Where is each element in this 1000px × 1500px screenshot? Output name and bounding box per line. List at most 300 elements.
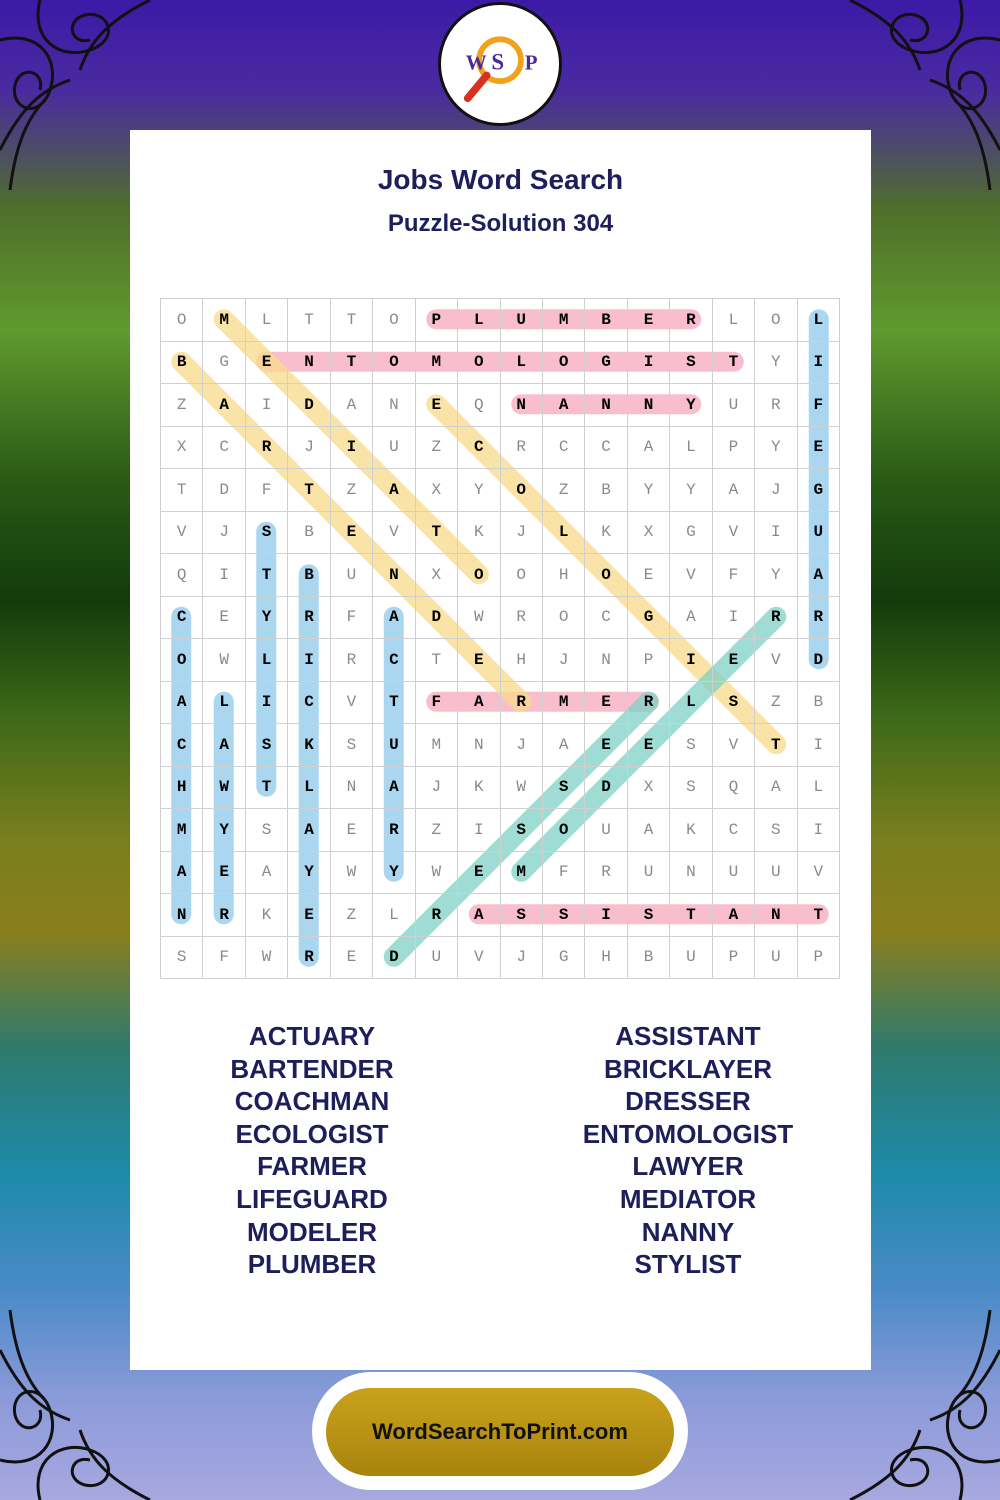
grid-cell[interactable]: E [245, 341, 287, 384]
grid-cell[interactable]: T [797, 894, 839, 937]
grid-cell[interactable]: L [670, 426, 712, 469]
grid-cell[interactable]: L [245, 299, 287, 342]
grid-cell[interactable]: O [458, 554, 500, 597]
grid-cell[interactable]: K [288, 724, 330, 767]
grid-cell[interactable]: E [627, 554, 669, 597]
grid-cell[interactable]: R [670, 299, 712, 342]
grid-cell[interactable]: B [585, 469, 627, 512]
grid-cell[interactable]: F [712, 554, 754, 597]
grid-cell[interactable]: R [288, 936, 330, 979]
grid-cell[interactable]: L [373, 894, 415, 937]
grid-cell[interactable]: N [585, 384, 627, 427]
grid-cell[interactable]: X [415, 554, 457, 597]
grid-cell[interactable]: U [712, 851, 754, 894]
grid-cell[interactable]: P [627, 639, 669, 682]
grid-cell[interactable]: S [245, 511, 287, 554]
grid-cell[interactable]: X [627, 766, 669, 809]
grid-cell[interactable]: J [542, 639, 584, 682]
grid-cell[interactable]: S [542, 894, 584, 937]
grid-cell[interactable]: W [203, 639, 245, 682]
grid-cell[interactable]: Z [330, 894, 372, 937]
grid-row [161, 809, 840, 852]
grid-cell[interactable]: A [458, 894, 500, 937]
grid-cell[interactable]: N [458, 724, 500, 767]
page-title: Jobs Word Search [377, 164, 624, 195]
grid-cell[interactable]: R [500, 681, 542, 724]
grid-cell[interactable]: R [627, 681, 669, 724]
grid-cell[interactable]: A [288, 809, 330, 852]
grid-cell[interactable]: A [161, 851, 203, 894]
grid-row [161, 596, 840, 639]
grid-cell[interactable]: L [797, 299, 839, 342]
grid-cell[interactable]: A [627, 809, 669, 852]
grid-cell[interactable]: A [203, 384, 245, 427]
grid-cell[interactable]: D [415, 596, 457, 639]
grid-cell[interactable]: T [161, 469, 203, 512]
grid-cell[interactable]: N [670, 851, 712, 894]
grid-cell[interactable]: C [712, 809, 754, 852]
grid-cell[interactable]: J [500, 724, 542, 767]
grid-cell[interactable]: L [542, 511, 584, 554]
grid-cell[interactable]: E [203, 851, 245, 894]
grid-cell[interactable]: B [585, 299, 627, 342]
grid-cell[interactable]: Z [755, 681, 797, 724]
grid-cell[interactable]: L [500, 341, 542, 384]
grid-cell[interactable]: A [755, 766, 797, 809]
grid-row [161, 426, 840, 469]
grid-cell[interactable]: R [288, 596, 330, 639]
grid-cell[interactable]: R [797, 596, 839, 639]
grid-cell[interactable]: P [415, 299, 457, 342]
grid-row [161, 724, 840, 767]
grid-cell[interactable]: I [797, 341, 839, 384]
grid-cell[interactable]: N [585, 639, 627, 682]
grid-cell[interactable]: X [415, 469, 457, 512]
grid-cell[interactable]: N [755, 894, 797, 937]
grid-cell[interactable]: D [585, 766, 627, 809]
grid-cell[interactable]: T [288, 299, 330, 342]
grid-cell[interactable]: T [755, 724, 797, 767]
grid-cell[interactable]: L [797, 766, 839, 809]
grid-cell[interactable]: R [330, 639, 372, 682]
grid-cell[interactable]: E [203, 596, 245, 639]
word-list-item: MODELER [247, 1216, 377, 1247]
grid-cell[interactable]: E [797, 426, 839, 469]
grid-cell[interactable]: Y [670, 469, 712, 512]
grid-cell[interactable]: V [670, 554, 712, 597]
grid-cell[interactable]: R [585, 851, 627, 894]
grid-cell[interactable]: E [585, 681, 627, 724]
grid-row [161, 384, 840, 427]
grid-cell[interactable]: E [330, 936, 372, 979]
grid-cell[interactable]: C [458, 426, 500, 469]
word-list-item: LAWYER [632, 1151, 744, 1182]
grid-cell[interactable]: W [458, 596, 500, 639]
grid-cell[interactable]: U [585, 809, 627, 852]
grid-cell[interactable]: Y [458, 469, 500, 512]
grid-cell[interactable]: W [415, 851, 457, 894]
grid-cell[interactable]: G [203, 341, 245, 384]
page-subtitle: Puzzle-Solution 304 [387, 210, 614, 237]
grid-cell[interactable]: Y [245, 596, 287, 639]
grid-cell[interactable]: A [542, 384, 584, 427]
word-list-item: ENTOMOLOGIST [582, 1118, 794, 1149]
grid-cell[interactable]: V [458, 936, 500, 979]
grid-cell[interactable]: A [161, 681, 203, 724]
grid-cell[interactable]: U [500, 299, 542, 342]
grid-row [161, 554, 840, 597]
grid-cell[interactable]: T [712, 341, 754, 384]
grid-cell[interactable]: D [203, 469, 245, 512]
grid-cell[interactable]: N [373, 384, 415, 427]
grid-cell[interactable]: Y [203, 809, 245, 852]
grid-cell[interactable]: Y [670, 384, 712, 427]
grid-cell[interactable]: A [330, 384, 372, 427]
grid-cell[interactable]: L [458, 299, 500, 342]
grid-cell[interactable]: G [797, 469, 839, 512]
grid-cell[interactable]: E [585, 724, 627, 767]
grid-cell[interactable]: J [500, 511, 542, 554]
grid-cell[interactable]: S [161, 936, 203, 979]
grid-row [161, 851, 840, 894]
grid-cell[interactable]: A [373, 596, 415, 639]
grid-cell[interactable]: O [542, 596, 584, 639]
grid-cell[interactable]: F [415, 681, 457, 724]
grid-cell[interactable]: E [288, 894, 330, 937]
grid-cell[interactable]: X [161, 426, 203, 469]
grid-cell[interactable]: R [755, 596, 797, 639]
grid-cell[interactable]: M [500, 851, 542, 894]
grid-cell[interactable]: A [373, 469, 415, 512]
grid-cell[interactable]: Z [415, 809, 457, 852]
grid-cell[interactable]: W [500, 766, 542, 809]
grid-cell[interactable]: I [203, 554, 245, 597]
grid-cell[interactable]: W [245, 936, 287, 979]
grid-cell[interactable]: A [458, 681, 500, 724]
grid-row [161, 469, 840, 512]
grid-cell[interactable]: E [627, 299, 669, 342]
grid-cell[interactable]: V [755, 639, 797, 682]
grid-cell[interactable]: B [161, 341, 203, 384]
grid-cell[interactable]: K [585, 511, 627, 554]
grid-cell[interactable]: H [585, 936, 627, 979]
grid-cell[interactable]: R [415, 894, 457, 937]
word-list-item: ACTUARY [248, 1021, 376, 1051]
grid-cell[interactable]: K [670, 809, 712, 852]
grid-cell[interactable]: M [415, 341, 457, 384]
grid-cell[interactable]: G [670, 511, 712, 554]
grid-cell[interactable]: U [755, 851, 797, 894]
grid-cell[interactable]: M [542, 299, 584, 342]
grid-cell[interactable]: G [542, 936, 584, 979]
grid-cell[interactable]: F [203, 936, 245, 979]
grid-cell[interactable]: S [245, 809, 287, 852]
grid-cell[interactable]: I [755, 511, 797, 554]
grid-cell[interactable]: V [373, 511, 415, 554]
grid-cell[interactable]: S [755, 809, 797, 852]
grid-cell[interactable]: R [755, 384, 797, 427]
logo-letter: W [465, 50, 487, 75]
grid-cell[interactable]: T [330, 341, 372, 384]
grid-cell[interactable]: J [415, 766, 457, 809]
grid-cell[interactable]: A [712, 894, 754, 937]
grid-cell[interactable]: W [330, 851, 372, 894]
grid-cell[interactable]: O [373, 341, 415, 384]
grid-cell[interactable]: N [161, 894, 203, 937]
grid-cell[interactable]: I [712, 596, 754, 639]
grid-cell[interactable]: U [712, 384, 754, 427]
grid-cell[interactable]: O [161, 639, 203, 682]
site-logo[interactable] [438, 2, 562, 126]
grid-cell[interactable]: P [712, 426, 754, 469]
grid-cell[interactable]: U [415, 936, 457, 979]
word-list-item: NANNY [641, 1216, 735, 1247]
grid-cell[interactable]: J [755, 469, 797, 512]
grid-cell[interactable]: T [288, 469, 330, 512]
grid-cell[interactable]: N [373, 554, 415, 597]
grid-cell[interactable]: U [373, 426, 415, 469]
grid-cell[interactable]: L [203, 681, 245, 724]
grid-cell[interactable]: G [627, 596, 669, 639]
grid-cell[interactable]: A [797, 554, 839, 597]
grid-cell[interactable]: O [755, 299, 797, 342]
grid-cell[interactable]: R [203, 894, 245, 937]
grid-cell[interactable]: F [542, 851, 584, 894]
grid-cell[interactable]: S [712, 681, 754, 724]
grid-cell[interactable]: L [245, 639, 287, 682]
grid-cell[interactable]: A [670, 596, 712, 639]
grid-cell[interactable]: K [245, 894, 287, 937]
grid-cell[interactable]: Y [755, 554, 797, 597]
grid-cell[interactable]: I [627, 341, 669, 384]
grid-cell[interactable]: F [245, 469, 287, 512]
word-list-item: ECOLOGIST [235, 1118, 389, 1149]
grid-cell[interactable]: O [373, 299, 415, 342]
site-link-button[interactable]: WordSearchToPrint.com [326, 1388, 674, 1476]
grid-cell[interactable]: C [542, 426, 584, 469]
grid-cell[interactable]: N [288, 341, 330, 384]
grid-row [161, 639, 840, 682]
grid-cell[interactable]: S [245, 724, 287, 767]
grid-cell[interactable]: V [712, 511, 754, 554]
grid-cell[interactable]: D [373, 936, 415, 979]
grid-cell[interactable]: C [161, 596, 203, 639]
grid-cell[interactable]: R [373, 809, 415, 852]
grid-cell[interactable]: A [245, 851, 287, 894]
logo-letter: P [524, 50, 538, 75]
grid-cell[interactable]: U [797, 511, 839, 554]
grid-cell[interactable]: Z [161, 384, 203, 427]
grid-cell[interactable]: D [797, 639, 839, 682]
word-list-item: LIFEGUARD [236, 1183, 388, 1214]
grid-cell[interactable]: T [415, 639, 457, 682]
grid-cell[interactable]: O [542, 341, 584, 384]
grid-cell[interactable]: Z [330, 469, 372, 512]
grid-cell[interactable]: V [712, 724, 754, 767]
grid-cell[interactable]: O [585, 554, 627, 597]
grid-cell[interactable]: U [755, 936, 797, 979]
grid-cell[interactable]: S [627, 894, 669, 937]
word-list-item: BRICKLAYER [603, 1053, 773, 1084]
grid-cell[interactable]: E [330, 809, 372, 852]
grid-cell[interactable]: S [542, 766, 584, 809]
grid-cell[interactable]: U [330, 554, 372, 597]
grid-cell[interactable]: M [203, 299, 245, 342]
grid-cell[interactable]: J [288, 426, 330, 469]
grid-cell[interactable]: A [373, 766, 415, 809]
grid-cell[interactable]: E [458, 639, 500, 682]
word-list-item: ASSISTANT [615, 1021, 761, 1051]
grid-cell[interactable]: B [288, 554, 330, 597]
grid-cell[interactable]: Y [627, 469, 669, 512]
grid-cell[interactable]: F [330, 596, 372, 639]
word-list-item: MEDIATOR [619, 1183, 757, 1214]
grid-cell[interactable]: D [288, 384, 330, 427]
grid-row [161, 341, 840, 384]
grid-cell[interactable]: J [203, 511, 245, 554]
grid-cell[interactable]: A [627, 426, 669, 469]
grid-cell[interactable]: U [670, 936, 712, 979]
grid-cell[interactable]: I [330, 426, 372, 469]
grid-cell[interactable]: C [373, 639, 415, 682]
grid-cell[interactable]: V [161, 511, 203, 554]
grid-cell[interactable]: R [500, 596, 542, 639]
word-search-grid [160, 298, 840, 978]
grid-cell[interactable]: H [542, 554, 584, 597]
grid-cell[interactable]: C [288, 681, 330, 724]
grid-cell[interactable]: V [797, 851, 839, 894]
grid-cell[interactable]: S [670, 766, 712, 809]
grid-cell[interactable]: H [161, 766, 203, 809]
grid-cell[interactable]: M [542, 681, 584, 724]
grid-cell[interactable]: O [500, 469, 542, 512]
grid-cell[interactable]: E [712, 639, 754, 682]
grid-cell[interactable]: I [245, 384, 287, 427]
grid-cell[interactable]: O [542, 809, 584, 852]
word-list-item: BARTENDER [230, 1053, 394, 1084]
magnifier-logo-icon [441, 5, 559, 123]
grid-cell[interactable]: T [330, 299, 372, 342]
grid-cell[interactable]: O [458, 341, 500, 384]
grid-cell[interactable]: Q [161, 554, 203, 597]
grid-cell[interactable]: E [415, 384, 457, 427]
grid-row [161, 936, 840, 979]
grid-cell[interactable]: I [797, 809, 839, 852]
grid-row [161, 894, 840, 937]
grid-cell[interactable]: I [585, 894, 627, 937]
grid-cell[interactable]: S [670, 724, 712, 767]
grid-cell[interactable]: T [373, 681, 415, 724]
logo-letter: S [491, 49, 505, 75]
grid-cell[interactable]: L [712, 299, 754, 342]
grid-cell[interactable]: N [627, 384, 669, 427]
grid-cell[interactable]: A [542, 724, 584, 767]
grid-cell[interactable]: T [245, 766, 287, 809]
grid-cell[interactable]: T [415, 511, 457, 554]
word-list-item: STYLIST [634, 1249, 742, 1280]
grid-cell[interactable]: I [670, 639, 712, 682]
grid-cell[interactable]: S [330, 724, 372, 767]
word-list-item: FARMER [257, 1151, 367, 1182]
grid-cell[interactable]: N [330, 766, 372, 809]
grid-cell[interactable]: M [415, 724, 457, 767]
grid-cell[interactable]: E [330, 511, 372, 554]
grid-cell[interactable]: S [670, 341, 712, 384]
grid-cell[interactable]: P [797, 936, 839, 979]
grid-row [161, 511, 840, 554]
grid-cell[interactable]: E [627, 724, 669, 767]
grid-cell[interactable]: Q [458, 384, 500, 427]
grid-cell[interactable]: I [458, 809, 500, 852]
grid-cell[interactable]: Q [712, 766, 754, 809]
grid-cell[interactable]: C [203, 426, 245, 469]
grid-row [161, 766, 840, 809]
grid-cell[interactable]: C [585, 426, 627, 469]
letter-grid [160, 298, 840, 979]
grid-cell[interactable]: J [500, 936, 542, 979]
grid-cell[interactable]: U [627, 851, 669, 894]
grid-cell[interactable]: B [797, 681, 839, 724]
grid-cell[interactable]: S [500, 894, 542, 937]
grid-cell[interactable]: C [585, 596, 627, 639]
grid-cell[interactable]: E [458, 851, 500, 894]
grid-cell[interactable]: F [797, 384, 839, 427]
grid-row [161, 299, 840, 342]
grid-cell[interactable]: Y [755, 426, 797, 469]
grid-cell[interactable]: Z [542, 469, 584, 512]
grid-row [161, 681, 840, 724]
grid-cell[interactable]: R [500, 426, 542, 469]
grid-cell[interactable]: Y [288, 851, 330, 894]
grid-cell[interactable]: M [161, 809, 203, 852]
grid-cell[interactable]: Y [755, 341, 797, 384]
grid-cell[interactable]: C [161, 724, 203, 767]
grid-cell[interactable]: U [373, 724, 415, 767]
grid-cell[interactable]: X [627, 511, 669, 554]
grid-cell[interactable]: B [288, 511, 330, 554]
grid-cell[interactable]: Z [415, 426, 457, 469]
grid-cell[interactable]: A [712, 469, 754, 512]
grid-cell[interactable]: W [203, 766, 245, 809]
grid-cell[interactable]: O [161, 299, 203, 342]
word-list-item: PLUMBER [247, 1249, 377, 1280]
grid-cell[interactable]: R [245, 426, 287, 469]
word-list-item: DRESSER [625, 1086, 751, 1117]
word-list-left [152, 1020, 472, 1281]
grid-cell[interactable]: H [500, 639, 542, 682]
grid-cell[interactable]: A [203, 724, 245, 767]
grid-cell[interactable]: I [288, 639, 330, 682]
grid-cell[interactable]: L [670, 681, 712, 724]
word-list-item: COACHMAN [234, 1086, 390, 1117]
grid-cell[interactable]: K [458, 511, 500, 554]
grid-cell[interactable]: N [500, 384, 542, 427]
grid-cell[interactable]: O [500, 554, 542, 597]
grid-cell[interactable]: V [330, 681, 372, 724]
grid-cell[interactable]: G [585, 341, 627, 384]
grid-cell[interactable]: S [500, 809, 542, 852]
grid-cell[interactable]: I [245, 681, 287, 724]
grid-cell[interactable]: P [712, 936, 754, 979]
grid-cell[interactable]: K [458, 766, 500, 809]
grid-cell[interactable]: T [670, 894, 712, 937]
grid-cell[interactable]: Y [373, 851, 415, 894]
word-list-right [528, 1020, 848, 1281]
grid-cell[interactable]: I [797, 724, 839, 767]
grid-cell[interactable]: T [245, 554, 287, 597]
grid-cell[interactable]: L [288, 766, 330, 809]
grid-cell[interactable]: B [627, 936, 669, 979]
